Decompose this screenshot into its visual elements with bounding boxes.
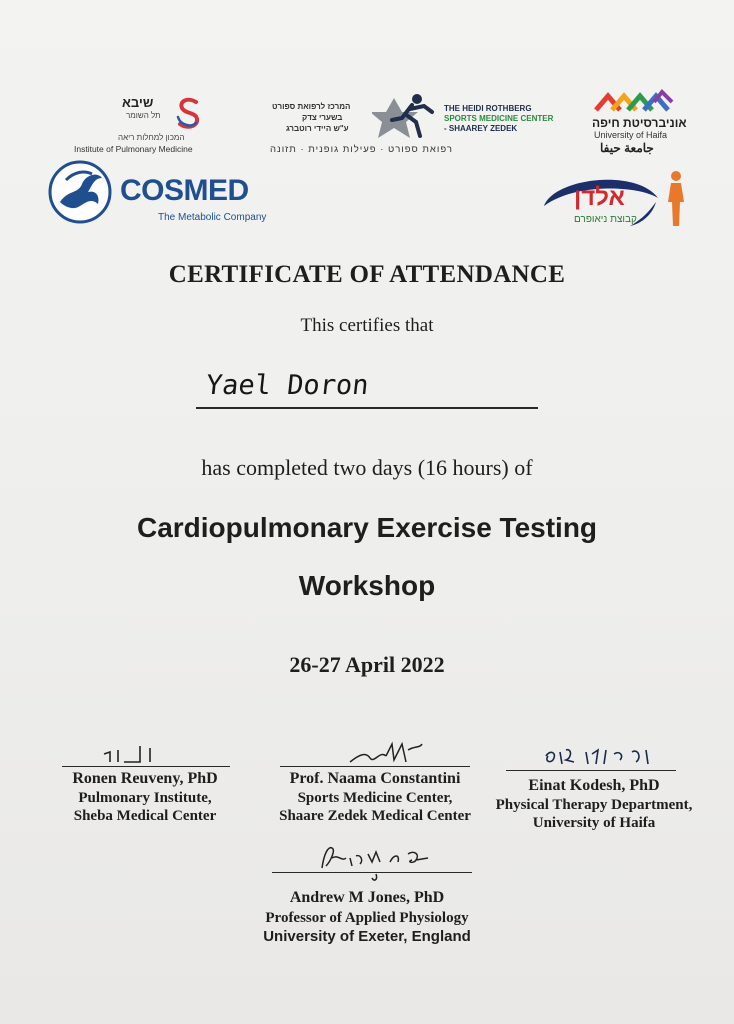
signatory-2-aff1: Sports Medicine Center, xyxy=(297,790,453,806)
signatory-3-name: Einat Kodesh, PhD xyxy=(528,777,660,794)
sheba-english-inst: Institute of Pulmonary Medicine xyxy=(74,144,193,154)
sheba-s-logo-icon xyxy=(174,97,204,131)
sheba-hebrew-name: שיבא xyxy=(122,95,154,110)
signature-line-4 xyxy=(272,872,472,873)
signatory-4 xyxy=(237,889,497,945)
haifa-hebrew: אוניברסיטת חיפה xyxy=(592,116,687,130)
rothberg-english-line1: THE HEIDI ROTHBERG xyxy=(444,104,532,113)
completed-text: has completed two days (16 hours) of xyxy=(201,455,533,480)
recipient-name: Yael Doron xyxy=(204,370,371,401)
signature-line-3 xyxy=(506,770,676,771)
signatory-1 xyxy=(40,770,250,825)
course-title-line2: Workshop xyxy=(298,570,436,601)
signatory-4-aff2: University of Exeter, England xyxy=(263,928,471,945)
sheba-hebrew-sub: תל השומר xyxy=(126,111,161,120)
human-figure-icon xyxy=(664,170,688,228)
signatory-3-aff2: University of Haifa xyxy=(532,815,656,831)
signatory-2-name: Prof. Naama Constantini xyxy=(289,770,461,787)
signatory-4-name: Andrew M Jones, PhD xyxy=(289,889,445,906)
signatory-2 xyxy=(255,770,495,825)
cosmed-pegasus-logo-icon xyxy=(48,160,112,224)
recipient-name-line xyxy=(196,407,538,409)
cosmed-logo xyxy=(48,160,268,236)
rothberg-english-line3: - SHAAREY ZEDEK xyxy=(444,124,518,133)
certificate-title: CERTIFICATE OF ATTENDANCE xyxy=(168,261,566,288)
rothberg-logo xyxy=(266,92,556,162)
rothberg-english-line2: SPORTS MEDICINE CENTER xyxy=(444,114,554,123)
certifies-text: This certifies that xyxy=(300,315,434,336)
signatory-1-aff2: Sheba Medical Center xyxy=(73,808,217,824)
rothberg-hebrew-line3: ע"ש היידי רוטברג xyxy=(286,124,349,133)
workshop-date: 26-27 April 2022 xyxy=(289,652,445,677)
signatory-2-aff2: Shaare Zedek Medical Center xyxy=(279,808,471,824)
signature-line-2 xyxy=(280,766,470,767)
cosmed-tagline: The Metabolic Company xyxy=(158,212,267,223)
signatory-3 xyxy=(478,777,710,832)
eldan-hebrew: אלדן xyxy=(574,184,625,211)
signature-mark-1 xyxy=(100,742,160,766)
signatory-3-aff1: Physical Therapy Department, xyxy=(495,797,693,813)
rothberg-tagline: רפואת ספורט · פעילות גופנית · תזונה xyxy=(270,144,453,155)
signature-mark-2 xyxy=(346,740,426,768)
haifa-arabic: جامعة حيفا xyxy=(600,141,654,155)
haifa-logo xyxy=(590,88,687,158)
rothberg-hebrew-line1: המרכז לרפואת ספורט xyxy=(272,102,351,111)
eldan-logo xyxy=(540,170,690,232)
eldan-sub: קבוצת ניאופרם xyxy=(574,214,637,225)
runner-star-logo-icon xyxy=(372,92,438,142)
cosmed-name: COSMED xyxy=(120,174,249,207)
haifa-arches-logo-icon xyxy=(594,88,674,114)
sheba-hebrew-inst: המכון למחלות ריאה xyxy=(118,133,185,142)
signatory-1-name: Ronen Reuveny, PhD xyxy=(72,770,218,787)
signatory-1-aff1: Pulmonary Institute, xyxy=(78,790,212,806)
signature-mark-3 xyxy=(540,744,660,772)
signatory-4-aff1: Professor of Applied Physiology xyxy=(265,910,469,926)
haifa-english: University of Haifa xyxy=(594,130,668,140)
signature-line-1 xyxy=(62,766,230,767)
course-title-line1: Cardiopulmonary Exercise Testing xyxy=(136,512,598,543)
rothberg-hebrew-line2: בשערי צדק xyxy=(302,113,343,122)
sheba-logo xyxy=(74,95,240,157)
signature-mark-4 xyxy=(316,840,436,884)
